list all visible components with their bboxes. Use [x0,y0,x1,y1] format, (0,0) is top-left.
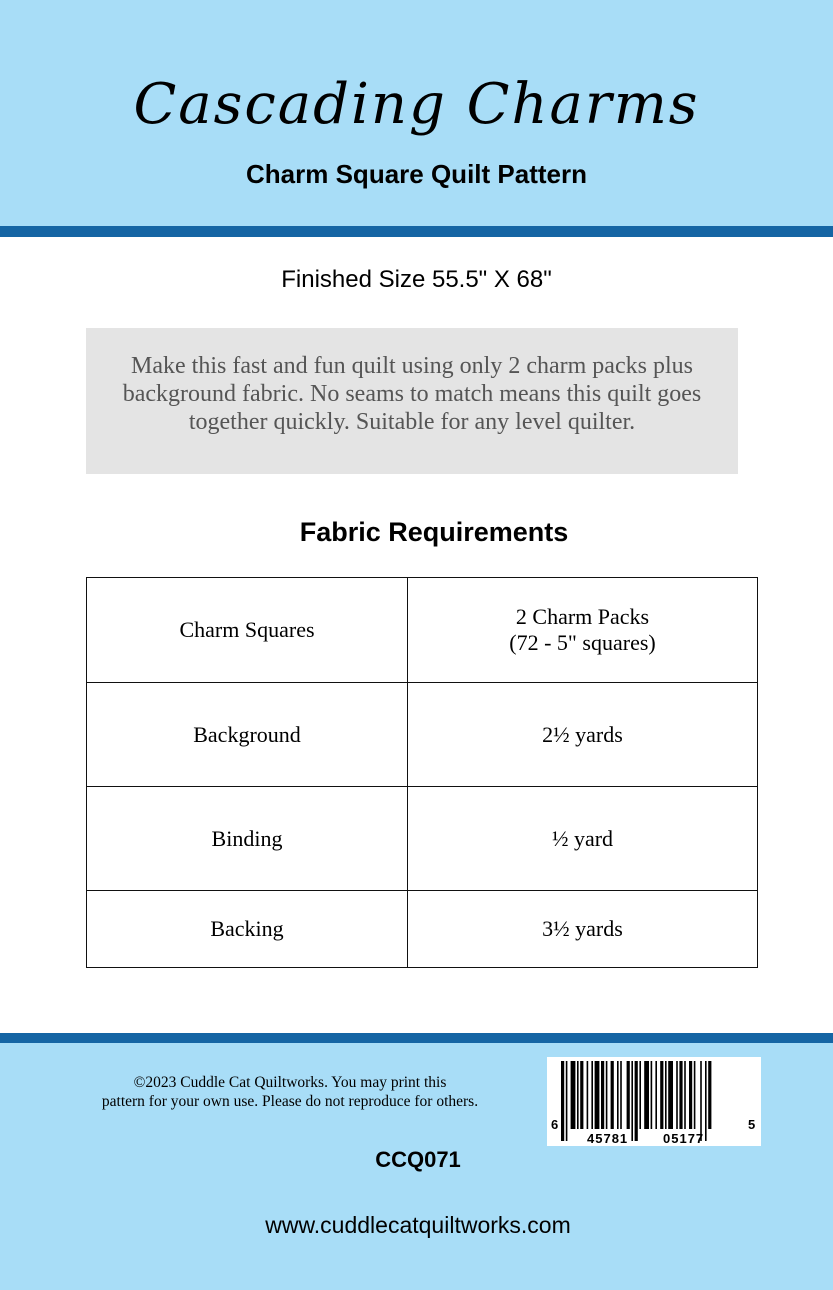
fabric-requirements-table [86,577,758,968]
barcode-bar [611,1061,614,1129]
barcode-bar [635,1061,638,1141]
product-code: CCQ071 [375,1147,461,1172]
description-line: background fabric. No seams to match means this quilt goes [122,381,702,407]
description-box [86,328,738,474]
barcode-bar [595,1061,600,1129]
fabric-item: Binding [87,787,408,891]
fabric-amount: 2½ yards [408,683,758,787]
fabric-requirements-heading: Fabric Requirements [299,517,569,547]
header-banner [0,0,833,226]
barcode-bar [591,1061,593,1129]
barcode-bar [665,1061,667,1129]
barcode-bars [547,1057,761,1146]
description-line: together quickly. Suitable for any level quilter. [188,409,636,435]
barcode-bar [705,1061,707,1141]
upc-barcode [547,1057,761,1146]
barcode-bar [694,1061,696,1129]
barcode-bar [601,1061,604,1129]
fabric-amount: ½ yard [408,787,758,891]
copyright-line: pattern for your own use. Please do not reproduce for others. [101,1093,479,1110]
fabric-amount: 3½ yards [408,891,758,968]
fabric-item: Backing [87,891,408,968]
barcode-bar [689,1061,692,1129]
table-row [87,891,758,968]
barcode-bar [566,1061,568,1141]
pattern-title: Cascading Charms [133,72,700,137]
barcode-bar [606,1061,608,1129]
barcode-bar [651,1061,653,1129]
fabric-item: Background [87,683,408,787]
barcode-bar [577,1061,579,1129]
barcode-bar [580,1061,583,1129]
barcode-right-group: 05177 [663,1131,705,1146]
barcode-bar [639,1061,641,1129]
pattern-subtitle: Charm Square Quilt Pattern [246,159,587,189]
barcode-bar [708,1061,711,1129]
barcode-bar [644,1061,649,1129]
barcode-bar [617,1061,619,1129]
barcode-check-digit: 5 [748,1117,756,1132]
table-row [87,683,758,787]
fabric-item: Charm Squares [87,578,408,683]
barcode-bar [627,1061,630,1129]
website-link[interactable]: www.cuddlecatquiltworks.com [265,1212,571,1238]
barcode-bar [620,1061,622,1129]
barcode-bar [679,1061,682,1129]
barcode-first-digit: 6 [551,1117,559,1132]
barcode-bar [700,1061,702,1141]
table-row [87,787,758,891]
description-line: Make this fast and fun quilt using only 2 charm packs plus [131,353,693,379]
barcode-bar [676,1061,678,1129]
copyright-notice [80,1073,500,1111]
bottom-divider-band [0,1033,833,1043]
fabric-amount-line: 2 Charm Packs [515,604,650,629]
barcode-bar [655,1061,657,1129]
barcode-bar [684,1061,686,1129]
top-divider-band [0,226,833,237]
table-row [87,578,758,683]
copyright-line: ©2023 Cuddle Cat Quiltworks. You may print this [133,1074,447,1091]
barcode-bar [571,1061,576,1129]
barcode-left-group: 45781 [587,1131,629,1146]
barcode-bar [587,1061,589,1129]
fabric-amount [408,578,758,683]
finished-size: Finished Size 55.5" X 68" [281,266,552,293]
barcode-bar [668,1061,673,1129]
fabric-amount-line: (72 - 5" squares) [509,630,656,655]
barcode-bar [631,1061,633,1141]
barcode-bar [660,1061,663,1129]
barcode-bar [561,1061,564,1141]
